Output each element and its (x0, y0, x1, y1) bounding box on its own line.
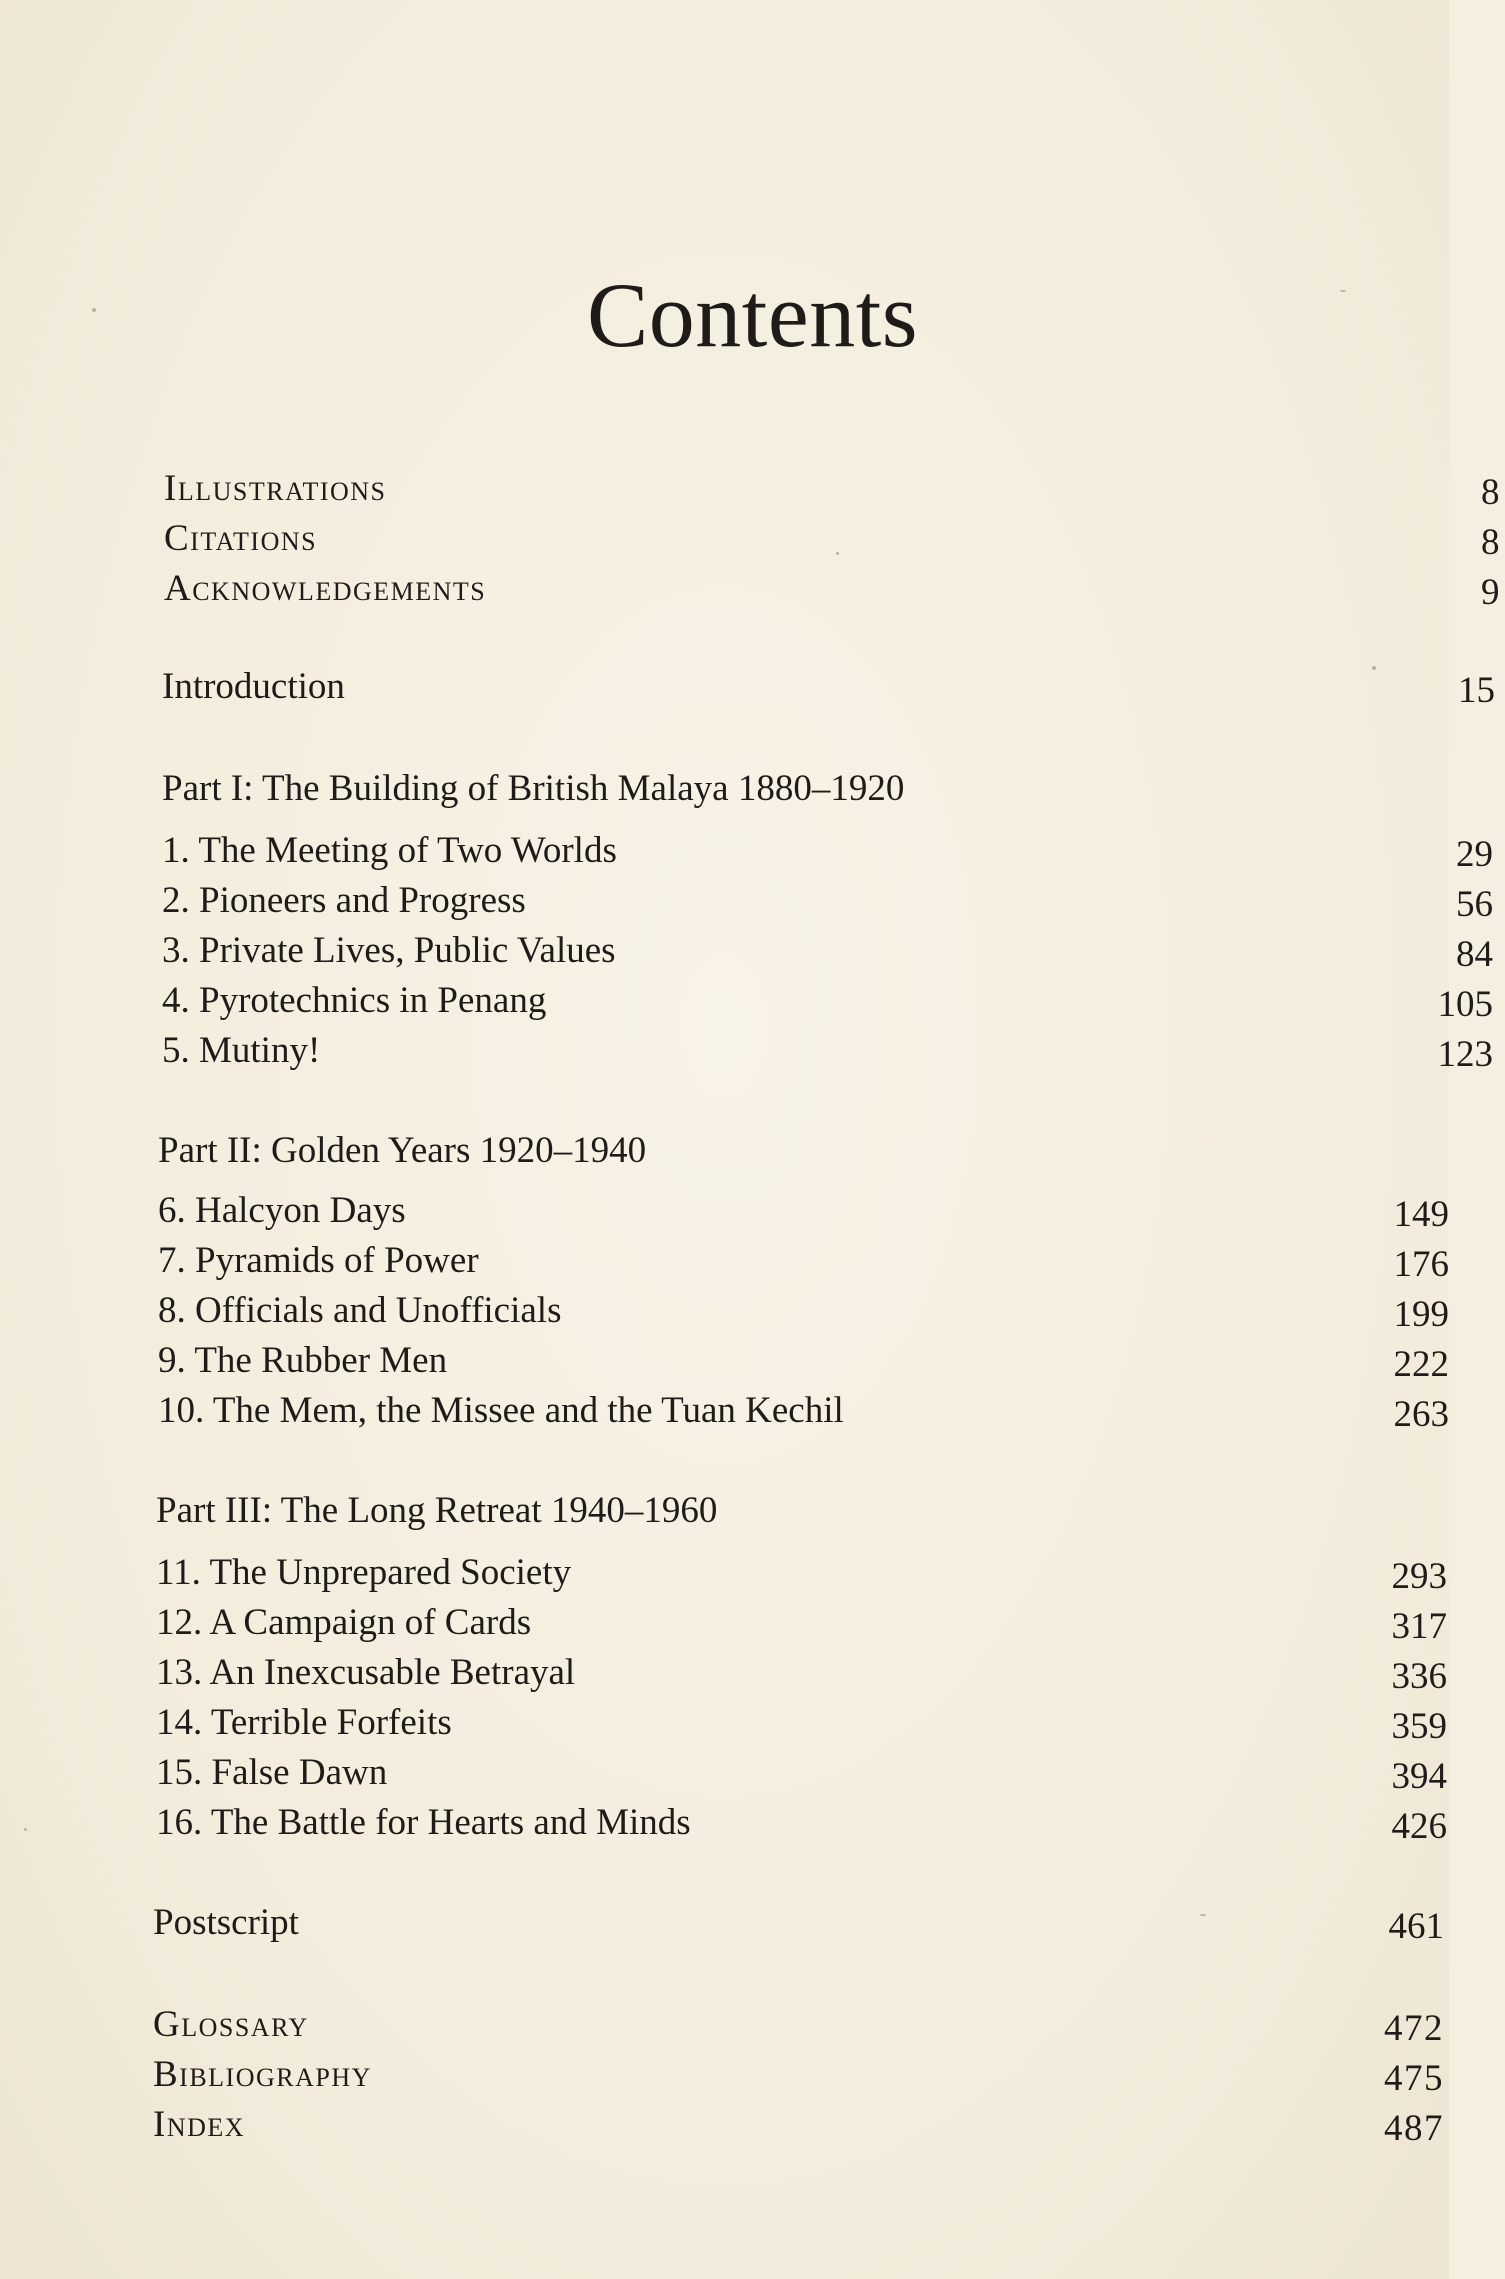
entry-page: 222 (1393, 1344, 1449, 1385)
entry-label: 10. The Mem, the Missee and the Tuan Kechil (158, 1390, 844, 1431)
entry-page: 263 (1393, 1394, 1449, 1435)
toc-entry-chapter-6 (158, 1190, 1449, 1235)
toc-entry-postscript (153, 1902, 1444, 1947)
entry-label: 12. A Campaign of Cards (156, 1602, 532, 1643)
entry-page: 472 (1384, 2008, 1444, 2049)
part-heading-1 (162, 770, 904, 807)
entry-page: 8 (1481, 472, 1501, 513)
paper-speck (1340, 290, 1346, 292)
entry-label: 6. Halcyon Days (158, 1190, 406, 1231)
toc-entry-chapter-9 (158, 1340, 1449, 1385)
toc-entry-glossary (153, 2004, 1444, 2049)
entry-page: 487 (1384, 2108, 1444, 2149)
page-title: Contents (586, 264, 919, 366)
paper-speck (92, 308, 96, 312)
toc-entry-chapter-2 (162, 880, 1493, 925)
entry-page: 84 (1456, 934, 1493, 975)
toc-entry-chapter-8 (158, 1290, 1449, 1335)
entry-label: 11. The Unprepared Society (156, 1552, 572, 1593)
part-heading-2 (158, 1132, 646, 1169)
entry-label: 1. The Meeting of Two Worlds (162, 830, 617, 871)
part-heading-label: Part I: The Building of British Malaya 1880–1920 (162, 768, 905, 809)
paper-speck (24, 1828, 27, 1831)
entry-label: Introduction (162, 666, 345, 707)
toc-entry-chapter-3 (162, 930, 1493, 975)
entry-page: 123 (1437, 1034, 1493, 1075)
part-heading-label: Part II: Golden Years 1920–1940 (158, 1130, 647, 1171)
entry-page: 176 (1393, 1244, 1449, 1285)
entry-label: Glossary (153, 2004, 309, 2045)
entry-page: 359 (1391, 1706, 1447, 1747)
entry-label: 5. Mutiny! (162, 1030, 321, 1071)
entry-label: 15. False Dawn (156, 1752, 388, 1793)
toc-entry-chapter-4 (162, 980, 1493, 1025)
toc-entry-chapter-11 (156, 1552, 1447, 1597)
toc-entry-chapter-1 (162, 830, 1493, 875)
paper-speck (1372, 666, 1376, 670)
entry-label: Bibliography (153, 2054, 372, 2095)
entry-page: 336 (1391, 1656, 1447, 1697)
entry-label: 3. Private Lives, Public Values (162, 930, 616, 971)
entry-page: 426 (1391, 1806, 1447, 1847)
toc-entry-citations (164, 518, 1501, 563)
entry-label: 4. Pyrotechnics in Penang (162, 980, 547, 1021)
toc-entry-chapter-15 (156, 1752, 1447, 1797)
entry-page: 199 (1393, 1294, 1449, 1335)
entry-page: 293 (1391, 1556, 1447, 1597)
entry-label: 2. Pioneers and Progress (162, 880, 526, 921)
entry-label: Illustrations (164, 468, 387, 509)
entry-page: 149 (1393, 1194, 1449, 1235)
part-heading-label: Part III: The Long Retreat 1940–1960 (156, 1490, 718, 1531)
entry-label: 9. The Rubber Men (158, 1340, 448, 1381)
entry-page: 105 (1437, 984, 1493, 1025)
entry-label: 14. Terrible Forfeits (156, 1702, 452, 1743)
entry-label: 16. The Battle for Hearts and Minds (156, 1802, 691, 1843)
toc-entry-chapter-16 (156, 1802, 1447, 1847)
entry-page: 56 (1456, 884, 1493, 925)
entry-page: 15 (1458, 670, 1495, 711)
entry-label: 8. Officials and Unofficials (158, 1290, 562, 1331)
paper-speck (1200, 1914, 1206, 1916)
toc-entry-chapter-7 (158, 1240, 1449, 1285)
entry-label: 13. An Inexcusable Betrayal (156, 1652, 576, 1693)
toc-entry-chapter-5 (162, 1030, 1493, 1075)
entry-page: 461 (1388, 1906, 1444, 1947)
toc-entry-illustrations (164, 468, 1501, 513)
toc-entry-chapter-12 (156, 1602, 1447, 1647)
entry-page: 475 (1384, 2058, 1444, 2099)
entry-label: Citations (164, 518, 318, 559)
toc-entry-introduction (162, 666, 1495, 711)
toc-entry-index (153, 2104, 1444, 2149)
paper-speck (836, 552, 839, 555)
part-heading-3 (156, 1492, 717, 1529)
entry-page: 8 (1481, 522, 1501, 563)
entry-page: 29 (1456, 834, 1493, 875)
entry-label: Acknowledgements (164, 568, 487, 609)
toc-entry-chapter-14 (156, 1702, 1447, 1747)
entry-label: 7. Pyramids of Power (158, 1240, 479, 1281)
entry-label: Index (153, 2104, 246, 2145)
entry-page: 317 (1391, 1606, 1447, 1647)
entry-page: 9 (1481, 572, 1501, 613)
toc-entry-acknowledgements (164, 568, 1501, 613)
toc-entry-bibliography (153, 2054, 1444, 2099)
toc-entry-chapter-13 (156, 1652, 1447, 1697)
toc-entry-chapter-10 (158, 1390, 1449, 1435)
entry-page: 394 (1391, 1756, 1447, 1797)
entry-label: Postscript (153, 1902, 299, 1943)
